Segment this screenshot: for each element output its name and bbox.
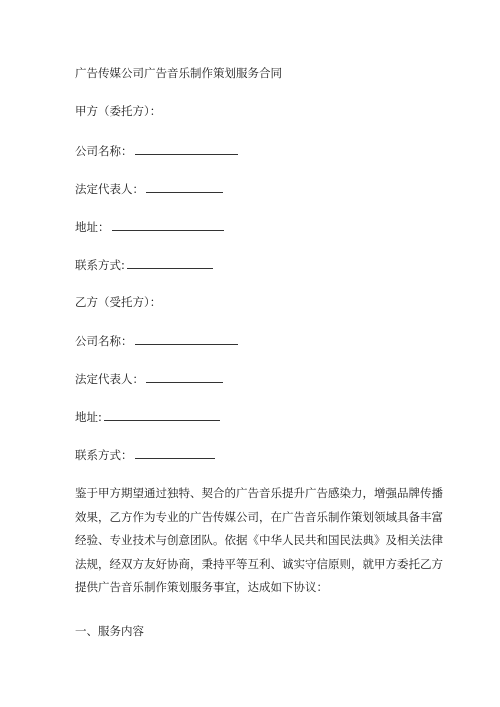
preamble-paragraph [75, 482, 443, 600]
party-b-address-row [75, 409, 220, 424]
party-a-rep-row [75, 181, 223, 196]
party-b-company-row [75, 333, 238, 348]
party-a-address-row [75, 219, 224, 234]
party-b-company-label: 公司名称： [75, 334, 133, 348]
party-a-rep-blank[interactable] [146, 181, 223, 193]
party-b-address-blank[interactable] [104, 409, 220, 421]
preamble-line: 法规，经双方友好协商，秉持平等互利、诚实守信原则，就甲方委托乙方 [75, 556, 443, 571]
party-a-company-label: 公司名称： [75, 144, 133, 158]
preamble-line: 经验、专业技术与创意团队。依据《中华人民共和国民法典》及相关法律 [75, 533, 443, 547]
section-1-heading: 一、服务内容 [75, 624, 144, 638]
party-b-company-blank[interactable] [135, 333, 238, 345]
document-title: 广告传媒公司广告音乐制作策划服务合同 [75, 66, 282, 80]
party-a-rep-label: 法定代表人： [75, 182, 144, 196]
party-b-contact-blank[interactable] [135, 447, 215, 459]
party-b-heading: 乙方（受托方）： [75, 295, 162, 309]
party-a-address-label: 地址： [75, 220, 110, 234]
party-b-rep-row [75, 371, 223, 386]
party-b-rep-blank[interactable] [146, 371, 223, 383]
party-b-rep-label: 法定代表人： [75, 372, 144, 386]
party-a-contact-blank[interactable] [127, 257, 213, 269]
preamble-line: 效果，乙方作为专业的广告传媒公司，在广告音乐制作策划领域具备丰富 [75, 509, 443, 524]
party-b-address-label: 地址: [75, 410, 102, 424]
party-a-address-blank[interactable] [112, 219, 224, 231]
party-a-company-blank[interactable] [135, 143, 238, 155]
party-b-contact-label: 联系方式： [75, 448, 133, 462]
party-a-company-row [75, 143, 238, 158]
party-b-contact-row [75, 447, 215, 462]
party-a-heading: 甲方（委托方）： [75, 104, 162, 118]
party-a-contact-label: 联系方式: [75, 258, 125, 272]
party-a-contact-row [75, 257, 213, 272]
preamble-line: 鉴于甲方期望通过独特、契合的广告音乐提升广告感染力，增强品牌传播 [75, 486, 443, 500]
preamble-line: 提供广告音乐制作策划服务事宜，达成如下协议： [75, 580, 328, 594]
